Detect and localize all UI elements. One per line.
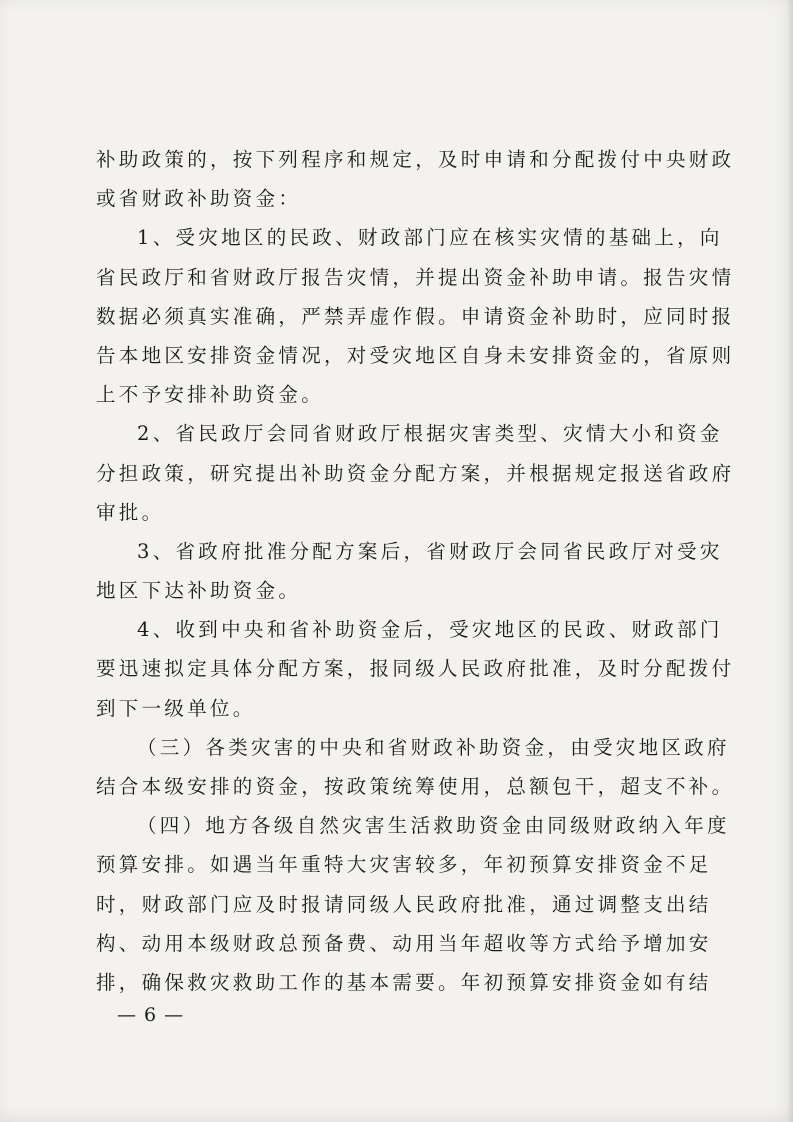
text-line: 构、动用本级财政总预备费、动用当年超收等方式给予增加安 (96, 931, 712, 955)
page-number: — 6 — (117, 1004, 185, 1026)
text-line: 或省财政补助资金： (96, 187, 302, 211)
text-line: （四）地方各级自然灾害生活救助资金由同级财政纳入年度 (137, 814, 730, 838)
text-line: 分担政策，研究提出补助资金分配方案，并根据规定报送省政府 (96, 461, 735, 485)
text-line: （三）各类灾害的中央和省财政补助资金，由受灾地区政府 (137, 735, 730, 759)
page-edge-shadow (787, 0, 793, 1122)
text-line: 2、省民政厅会同省财政厅根据灾害类型、灾情大小和资金 (137, 422, 723, 446)
text-line: 要迅速拟定具体分配方案，报同级人民政府批准，及时分配拨付 (96, 657, 735, 681)
text-line: 到下一级单位。 (96, 696, 256, 720)
text-line: 排，确保救灾救助工作的基本需要。年初预算安排资金如有结 (96, 970, 712, 994)
text-line: 数据必须真实准确，严禁弄虚作假。申请资金补助时，应同时报 (96, 304, 735, 328)
text-line: 审批。 (96, 500, 165, 524)
text-line: 预算安排。如遇当年重特大灾害较多，年初预算安排资金不足 (96, 853, 712, 877)
body-text (96, 140, 735, 1002)
text-line: 省民政厅和省财政厅报告灾情，并提出资金补助申请。报告灾情 (96, 265, 735, 289)
text-line: 1、受灾地区的民政、财政部门应在核实灾情的基础上，向 (137, 226, 723, 250)
text-line: 结合本级安排的资金，按政策统筹使用，总额包干，超支不补。 (96, 775, 735, 798)
text-line: 3、省政府批准分配方案后，省财政厅会同省民政厅对受灾 (137, 539, 723, 563)
text-line: 时，财政部门应及时报请同级人民政府批准，通过调整支出结 (96, 892, 712, 916)
text-line: 上不予安排补助资金。 (96, 383, 325, 407)
text-line: 补助政策的，按下列程序和规定，及时申请和分配拨付中央财政 (96, 148, 735, 171)
text-line: 地区下达补助资金。 (96, 579, 302, 603)
text-line: 4、收到中央和省补助资金后，受灾地区的民政、财政部门 (137, 618, 723, 642)
text-line: 告本地区安排资金情况，对受灾地区自身未安排资金的，省原则 (96, 343, 735, 367)
